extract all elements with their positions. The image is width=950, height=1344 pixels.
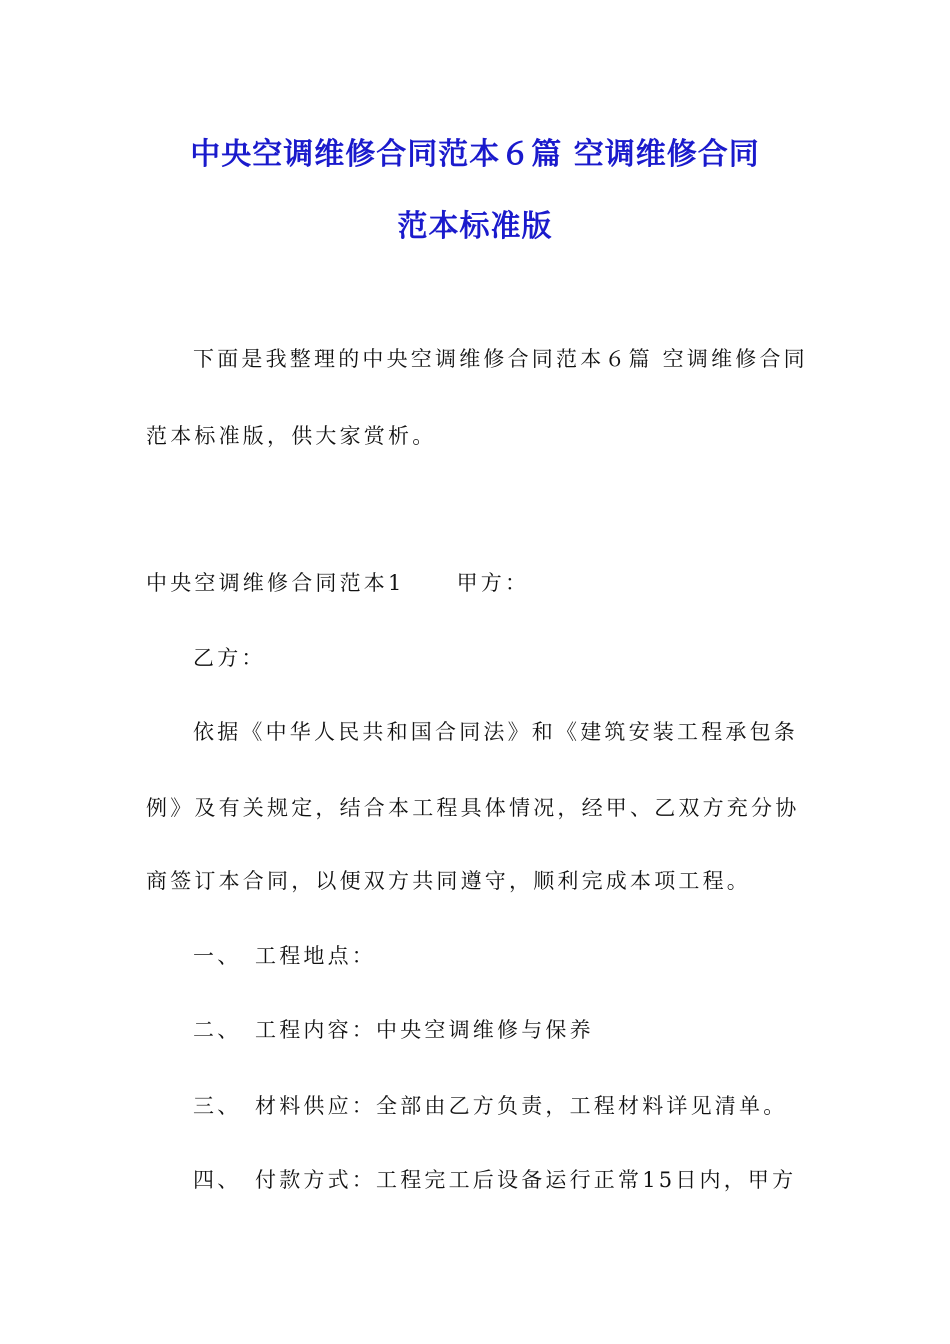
basis-paragraph-line-3: 商签订本合同，以便双方共同遵守，顺利完成本项工程。: [146, 869, 751, 893]
clause-text: 付款方式：工程完工后设备运行正常15日内，甲方: [255, 1168, 797, 1192]
intro-paragraph-line-2: 范本标准版，供大家赏析。: [146, 424, 437, 448]
contract-heading-row: [146, 568, 529, 598]
clause-2: [193, 1015, 594, 1045]
basis-paragraph-line-2: 例》及有关规定，结合本工程具体情况，经甲、乙双方充分协: [146, 796, 800, 820]
basis-paragraph-line-1: 依据《中华人民共和国合同法》和《建筑安装工程承包条: [193, 720, 798, 744]
clause-4: [193, 1165, 796, 1195]
party-a-label: 甲方：: [456, 571, 530, 595]
clause-3: [193, 1091, 787, 1121]
clause-text: 材料供应：全部由乙方负责，工程材料详见清单。: [255, 1094, 788, 1118]
clause-number: 四、: [193, 1168, 242, 1192]
clause-number: 二、: [193, 1018, 242, 1042]
party-b-label: 乙方：: [193, 646, 266, 670]
document-title-line-2: 范本标准版: [397, 209, 553, 244]
clause-1: [193, 941, 376, 971]
document-title-line-1: 中央空调维修合同范本６篇 空调维修合同: [190, 137, 760, 172]
clause-number: 一、: [193, 944, 242, 968]
clause-number: 三、: [193, 1094, 242, 1118]
clause-text: 工程地点：: [255, 944, 376, 968]
clause-text: 工程内容：中央空调维修与保养: [255, 1018, 594, 1042]
intro-paragraph-line-1: 下面是我整理的中央空调维修合同范本６篇 空调维修合同: [193, 347, 808, 371]
contract-heading: 中央空调维修合同范本1: [146, 571, 405, 595]
